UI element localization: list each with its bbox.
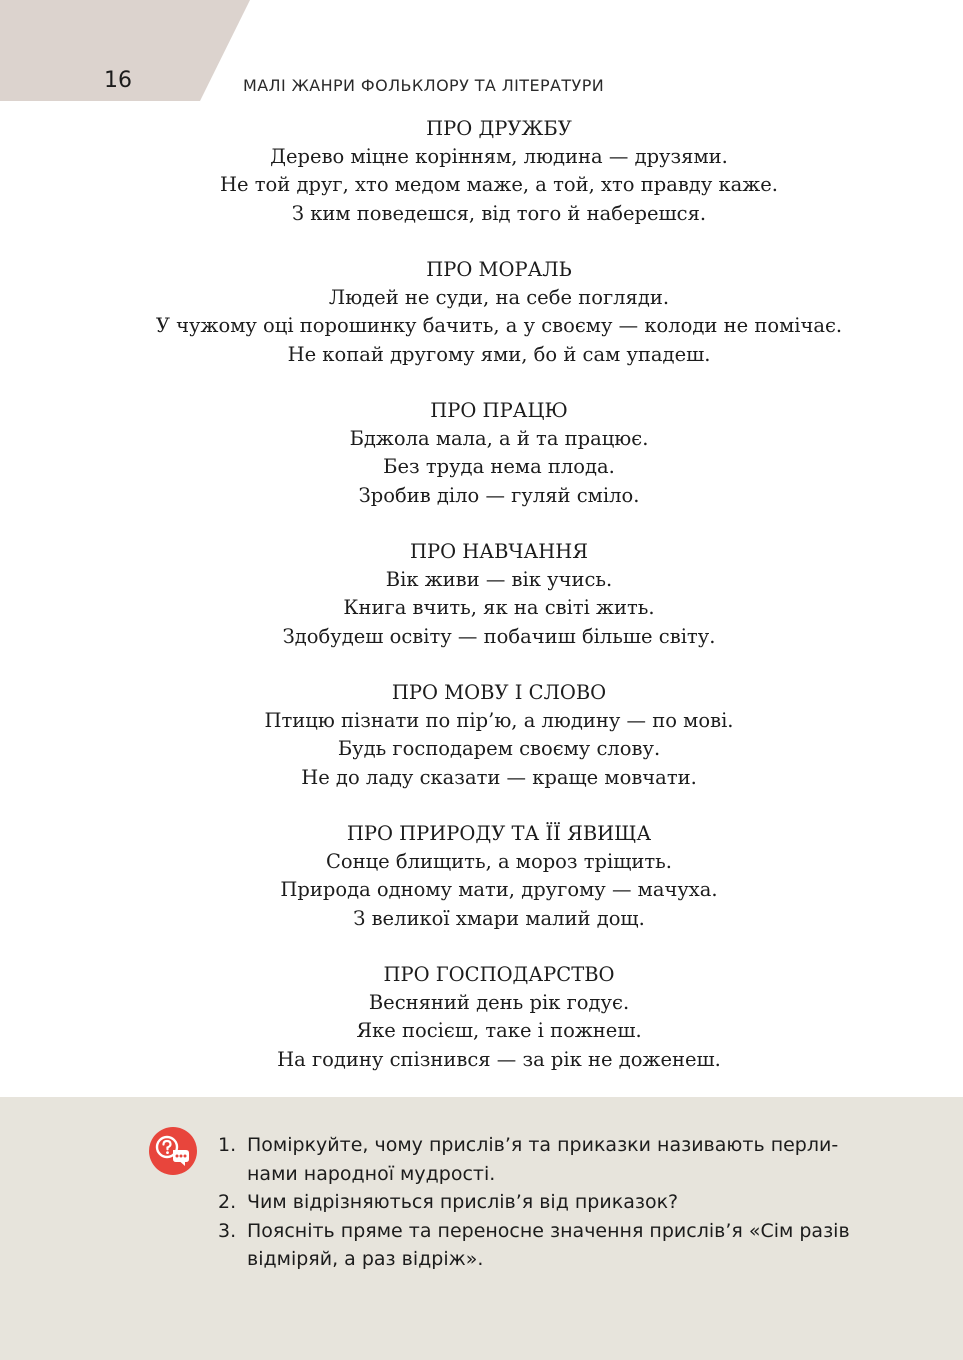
question-line: нами народної мудрості. <box>247 1162 496 1185</box>
proverb-line: Не копай другому ями, бо й сам упадеш. <box>287 342 711 366</box>
proverb-line: Дерево міцне корінням, людина — друзями. <box>270 145 728 169</box>
proverb-line: Птицю пізнати по пір’ю, а людину — по мові. <box>264 709 734 733</box>
section-nature <box>0 820 963 933</box>
section-friendship <box>0 115 963 228</box>
question-number: 2. <box>218 1191 237 1213</box>
question-line: відміряй, а раз відріж». <box>247 1248 484 1270</box>
proverb-line: Зробив діло — гуляй сміло. <box>358 483 640 507</box>
proverb-sections <box>0 115 963 1074</box>
proverb-line: Вік живи — вік учись. <box>385 568 613 592</box>
proverb-line: На годину спізнився — за рік не доженеш. <box>277 1047 721 1071</box>
question-line: Поміркуйте, чому прислів’я та приказки називають перли- <box>247 1134 839 1156</box>
section-work <box>0 397 963 510</box>
proverb-line: Не той друг, хто медом маже, а той, хто правду каже. <box>220 173 778 197</box>
section-title: ПРО МОРАЛЬ <box>426 258 572 281</box>
question-text <box>247 1217 898 1274</box>
proverb-line: Весняний день рік годує. <box>368 991 630 1015</box>
question-item <box>218 1131 898 1188</box>
proverb-line: Людей не суди, на себе погляди. <box>328 286 670 310</box>
page-number: 16 <box>104 68 132 93</box>
proverb-line: З ким поведешся, від того й наберешся. <box>291 201 707 225</box>
proverb-line: Здобудеш освіту — побачиш більше світу. <box>282 624 716 648</box>
questions-list <box>218 1131 898 1274</box>
question-text <box>247 1131 898 1188</box>
proverb-line: Природа одному мати, другому — мачуха. <box>280 878 718 902</box>
question-number: 1. <box>218 1134 237 1156</box>
proverb-line: Не до ладу сказати — краще мовчати. <box>301 765 697 789</box>
section-title: ПРО ГОСПОДАРСТВО <box>383 963 615 986</box>
question-line: Поясніть пряме та переносне значення прислів’я «Сім разів <box>247 1219 850 1242</box>
section-language <box>0 679 963 792</box>
section-household <box>0 961 963 1074</box>
section-morality <box>0 256 963 369</box>
proverb-line: Книга вчить, як на світі жить. <box>343 596 655 620</box>
proverb-line: Будь господарем своєму слову. <box>337 737 661 761</box>
proverb-line: У чужому оці порошинку бачить, а у своєму — колоди не помічає. <box>155 314 843 338</box>
question-number: 3. <box>218 1219 237 1242</box>
question-text <box>247 1188 898 1217</box>
section-learning <box>0 538 963 651</box>
proverb-line: Без труда нема плода. <box>383 455 615 479</box>
section-title: ПРО НАВЧАННЯ <box>409 540 588 563</box>
section-title: ПРО ПРАЦЮ <box>430 399 568 422</box>
proverb-line: Бджола мала, а й та працює. <box>349 427 649 451</box>
proverb-line: Яке посієш, таке і пожнеш. <box>356 1019 642 1043</box>
section-title: ПРО ПРИРОДУ ТА ЇЇ ЯВИЩА <box>346 822 652 845</box>
discussion-icon <box>149 1127 197 1175</box>
proverb-line: Сонце блищить, а мороз тріщить. <box>325 850 672 874</box>
section-title: ПРО ДРУЖБУ <box>426 117 572 140</box>
running-title: МАЛІ ЖАНРИ ФОЛЬКЛОРУ ТА ЛІТЕРАТУРИ <box>243 76 605 95</box>
question-item <box>218 1217 898 1274</box>
question-item <box>218 1188 898 1217</box>
question-line: Чим відрізняються прислів’я від приказок? <box>247 1191 679 1213</box>
section-title: ПРО МОВУ І СЛОВО <box>391 681 607 704</box>
proverb-line: З великої хмари малий дощ. <box>353 906 645 930</box>
